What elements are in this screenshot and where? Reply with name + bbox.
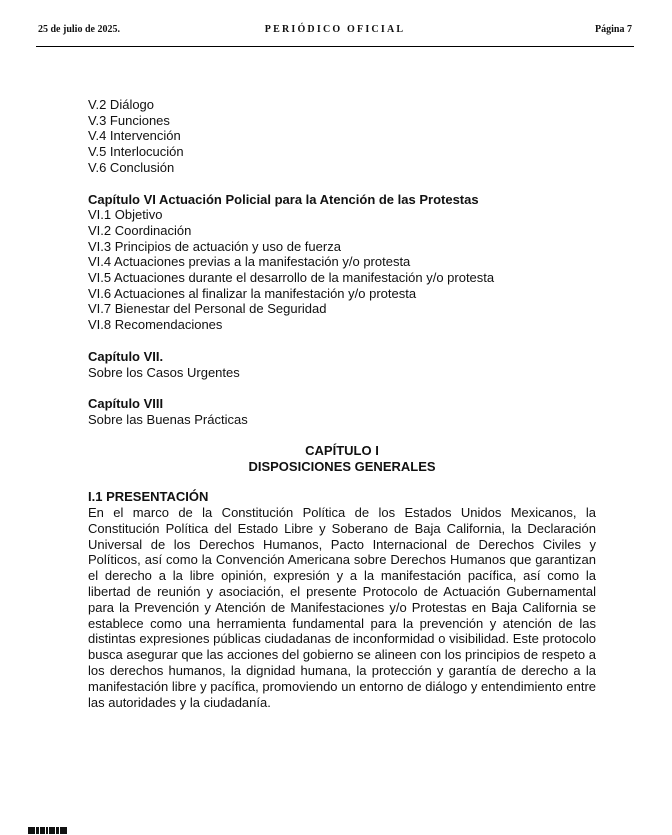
page-header <box>36 22 634 47</box>
toc-item: Sobre las Buenas Prácticas <box>88 411 248 427</box>
toc-item: VI.5 Actuaciones durante el desarrollo de la manifestación y/o protesta <box>88 270 495 286</box>
toc-item: V.3 Funciones <box>88 112 170 128</box>
header-page-number: Página 7 <box>595 24 632 35</box>
toc-item: V.2 Diálogo <box>88 97 155 112</box>
body-paragraph: En el marco de la Constitución Política de los Estados Unidos Mexicanos, la Constitución Política del Estado Libre y Soberano de Baja California, la Declaración Universal de los Derechos Humanos, Pacto Internacional de Derechos Civiles y Políticos, así como la Convención Americana sobre Derechos Humanos que garantizan el derecho a la libre opinión, expresión y a la manifestación pacífica, así como la libertad de reunión y asociación, el presente Protocolo de Actuación Gubernamental para la Prevención y Atención de Manifestaciones y/o Protestas en Baja California se establece como una herramienta fundamental para la prevención y atención de las distintas expresiones públicas ciudadanas de inconformidad o visibilidad. Este protocolo busca asegurar que las acciones del gobierno se alineen con los principios de respeto a los derechos humanos, la dignidad humana, la protección y garantía de derecho a la manifestación libre y pacífica, promoviendo un entorno de diálogo y entendimiento entre las autoridades y la ciudadanía. <box>88 505 596 710</box>
toc-chapter-heading: Capítulo VI Actuación Policial para la Atención de las Protestas <box>88 191 479 207</box>
toc-item: V.6 Conclusión <box>88 159 175 175</box>
toc-item: Sobre los Casos Urgentes <box>88 364 240 380</box>
chapter-name: DISPOSICIONES GENERALES <box>248 458 436 474</box>
section-heading: I.1 PRESENTACIÓN <box>88 489 209 504</box>
toc-chapter-heading: Capítulo VII. <box>88 348 164 364</box>
toc-item: VI.7 Bienestar del Personal de Seguridad <box>88 301 327 317</box>
toc-item: VI.8 Recomendaciones <box>88 317 223 333</box>
toc-item: VI.2 Coordinación <box>88 222 192 238</box>
table-of-contents <box>88 97 596 428</box>
toc-item: VI.6 Actuaciones al finalizar la manifestación y/o protesta <box>88 285 417 301</box>
chapter-title <box>88 443 596 474</box>
toc-chapter-heading: Capítulo VIII <box>88 396 164 412</box>
toc-item: V.5 Interlocución <box>88 144 184 160</box>
toc-item: VI.3 Principios de actuación y uso de fuerza <box>88 238 341 254</box>
header-date: 25 de julio de 2025. <box>38 24 120 35</box>
toc-item: VI.1 Objetivo <box>88 207 163 223</box>
toc-item: V.4 Intervención <box>88 128 181 144</box>
qr-code-icon <box>28 826 70 834</box>
chapter-number: CAPÍTULO I <box>305 443 379 458</box>
header-publication-title: PERIÓDICO OFICIAL <box>264 24 406 35</box>
toc-item: VI.4 Actuaciones previas a la manifestación y/o protesta <box>88 254 411 270</box>
